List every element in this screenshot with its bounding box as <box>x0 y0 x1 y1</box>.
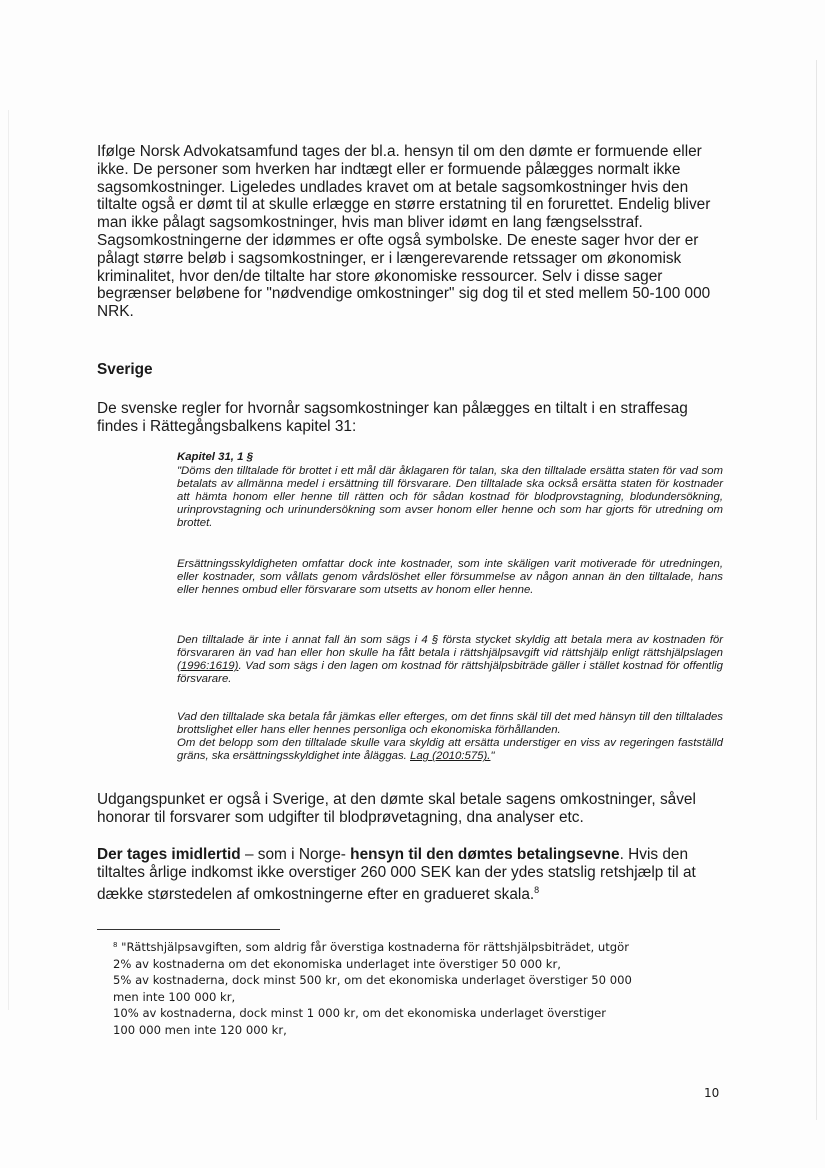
bold-phrase-der-tages: Der tages imidlertid <box>97 846 241 863</box>
page-number: 10 <box>704 1086 720 1100</box>
quote-p4-text-b: " <box>490 750 495 763</box>
quote-paragraph-1: "Döms den tilltalade för brottet i ett mål där åklagaren för talan, ska den tilltalade ersätta staten för vad som betalats av allmänna medel i ersättning till försvarare. Den tilltalade ska också ersätta staten för kostnader att hämta honom eller henne till rätten och för sådan kostnad för blodprovstagning, blodundersökning, urinprovstagning och urinundersökning som avser honom eller henne och som har gjorts för utredning om brottet. <box>177 465 723 530</box>
quote-paragraph-4 <box>177 711 723 763</box>
scan-edge-right <box>816 60 817 1120</box>
footnote-8 <box>113 937 733 1039</box>
heading-sverige: Sverige <box>97 361 153 378</box>
paragraph-svenske-regler: De svenske regler for hvornår sagsomkostninger kan pålægges en tiltalt i en straffesag findes i Rättegångsbalkens kapitel 31: <box>97 400 688 435</box>
law-reference-link[interactable]: (1996:1619) <box>177 660 239 673</box>
footnote-text: "Rättshjälpsavgiften, som aldrig får överstiga kostnaderna för rättshjälpsbiträdet, utgör 2% av kostnaderna om det ekonomiska underlaget inte överstiger 50 000 kr, 5% av kostnaderna, dock minst 500 kr, om det ekonomiska underlaget överstiger 50 000 men inte 100 000 kr, 10% av kostnaderna, dock minst 1 000 kr, om det ekonomiska underlaget överstiger 100 000 men inte 120 000 kr, <box>113 940 632 1037</box>
quote-p3-text-a: Den tilltalade är inte i annat fall än som sägs i 4 § första stycket skyldig att betala mera av kostnaden för försvararen än vad han eller hon skulle ha fått betala i rättshjälpsavgift vid rättshjälp enligt rättshjälpslagen <box>177 634 723 660</box>
law-amendment-link[interactable]: Lag (2010:575). <box>410 750 491 763</box>
paragraph-betalingsevne <box>97 846 729 903</box>
paragraph-udgangspunket: Udgangspunket er også i Sverige, at den dømte skal betale sagens omkostninger, såvel honorar til forsvarer som udgifter til blodprøvetagning, dna analyser etc. <box>97 791 696 826</box>
footnote-separator <box>97 929 280 930</box>
paragraph-norsk-advokatsamfund: Ifølge Norsk Advokatsamfund tages der bl.a. hensyn til om den dømte er formuende eller ikke. De personer som hverken har indtægt eller er formuende pålægges normalt ikke sagsomkostninger. Ligeledes undlades kravet om at betale sagsomkostninger hvis den tiltalte også er dømt til at skulle erlægge en større erstatning til en forurettet. Endelig bliver man ikke pålagt sagsomkostninger, hvis man bliver idømt en lang fængselsstraf. Sagsomkostningerne der idømmes er ofte også symbolske. De eneste sager hvor der er pålagt større beløb i sagsomkostninger, er i længerevarende retssager om økonomisk kriminalitet, hvor den/de tiltalte har store økonomiske ressourcer. Selv i disse sager begrænser beløbene for "nødvendige omkostninger" sig dog til et sted mellem 50-100 000 NRK. <box>97 143 711 321</box>
quote-title: Kapitel 31, 1 § <box>177 451 253 463</box>
scan-edge-left <box>8 110 9 1010</box>
text-som-i-norge: – som i Norge- <box>240 846 351 863</box>
quote-p4-text-a: Vad den tilltalade ska betala får jämkas eller efterges, om det finns skäl till det med hänsyn till den tilltalades brottslighet eller hans eller hennes personliga och ekonomiska förhållanden. Om det belopp som den tilltalade skulle vara skyldig att ersätta understiger en viss av regeringen fastställd gräns, ska ersättningsskyldighet inte åläggas. <box>177 711 723 763</box>
bold-phrase-betalingsevne: hensyn til den dømtes betalingsevne <box>350 846 620 863</box>
footnote-reference[interactable]: 8 <box>534 884 540 895</box>
quote-paragraph-3 <box>177 634 723 686</box>
text-retshjaelp: . Hvis den tiltaltes årlige indkomst ikke overstiger 260 000 SEK kan der ydes statslig retshjælp til at dække størstedelen af omkostningerne efter en gradueret skala. <box>97 846 696 903</box>
footnote-mark: 8 <box>113 941 118 949</box>
quote-paragraph-2: Ersättningsskyldigheten omfattar dock inte kostnader, som inte skäligen varit motiverade för utredningen, eller kostnader, som vållats genom vårdslöshet eller försummelse av någon annan än den tilltalade, hans eller hennes ombud eller försvarare som utsetts av honom eller henne. <box>177 558 723 597</box>
quote-p3-text-b: . Vad som sägs i den lagen om kostnad för rättshjälpsbiträde gäller i stället kostnad för offentlig försvarare. <box>177 660 723 686</box>
